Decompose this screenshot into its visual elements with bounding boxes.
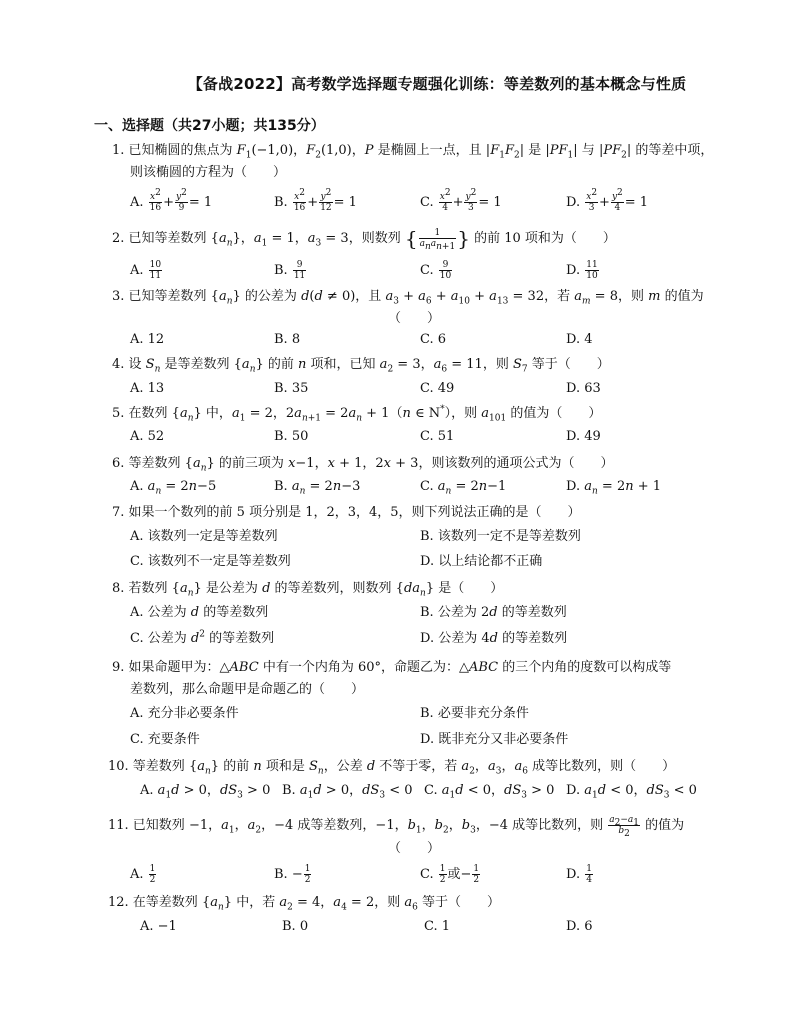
q4-option-d: D. 63 bbox=[566, 381, 601, 396]
question-8: 8. 若数列 $\{a_n\}$ 是公差为 d 的等差数列，则数列 $\{da_n\}$ 是（ ） bbox=[112, 581, 504, 599]
question-3: 3. 已知等差数列 $\{a_n\}$ 的公差为 d(d ≠ 0)，且 $a_3 + a_6 + a_{10} + a_{13} = 32$，若 $a_m = 8$，则 m 的值为 bbox=[112, 289, 704, 307]
q12-option-c: C. 1 bbox=[424, 919, 451, 934]
q6-option-d: D. $a_n = 2n + 1$ bbox=[566, 479, 662, 497]
question-1: 1. 已知椭圆的焦点为 $F_1(-1,0)$，$F_2(1,0)$，P 是椭圆上一点，且 $|F_1F_2|$ 是 $|PF_1|$ 与 $|PF_2|$ 的等差中项， bbox=[112, 143, 714, 161]
q5-option-b: B. 50 bbox=[274, 429, 309, 444]
section-heading: 一、选择题（共27小题；共135分） bbox=[94, 118, 325, 134]
q2-option-c: C. $\frac{9}{10}$ bbox=[420, 260, 452, 281]
q7-option-b: B. 该数列一定不是等差数列 bbox=[420, 529, 581, 544]
question-10: 10. 等差数列 $\{a_n\}$ 的前 n 项和是 $S_n$，公差 d 不等于零，若 $a_2$，$a_3$，$a_6$ 成等比数列，则（ ） bbox=[108, 759, 676, 777]
q6-option-b: B. $a_n = 2n-3$ bbox=[274, 479, 361, 497]
q8-option-b: B. 公差为 2d 的等差数列 bbox=[420, 605, 567, 620]
question-12: 12. 在等差数列 $\{a_n\}$ 中，若 $a_2 = 4$，$a_4 = 2$，则 $a_6$ 等于（ ） bbox=[108, 895, 501, 913]
q1-option-c: C. $\frac{x^2}{4}$ + $\frac{y^2}{3}$ = 1 bbox=[420, 188, 502, 213]
question-11-paren: （ ） bbox=[388, 841, 441, 856]
question-2: 2. 已知等差数列 $\{a_n\}$，$a_1 = 1$，$a_3 = 3$，则数列 { $\frac{1}{a_na_{n+1}}$ } 的前 10 项和为（ ） bbox=[112, 226, 616, 252]
q1-option-d: D. $\frac{x^2}{3}$ + $\frac{y^2}{4}$ = 1 bbox=[566, 188, 649, 213]
question-5: 5. 在数列 $\{a_n\}$ 中，$a_1 = 2$，$2a_{n+1} = 2a_n + 1(n$ ∈ N*），则 $a_{101}$ 的值为（ ） bbox=[112, 404, 602, 424]
q2-option-b: B. $\frac{9}{11}$ bbox=[274, 260, 306, 281]
question-3-paren: （ ） bbox=[388, 311, 441, 326]
q10-option-b: B. $a_1d > 0$，$dS_3 < 0$ bbox=[282, 783, 413, 801]
q1-option-b: B. $\frac{x^2}{16}$ + $\frac{y^2}{12}$ = 1 bbox=[274, 188, 357, 213]
q12-option-a: A. −1 bbox=[140, 919, 177, 934]
q11-option-c: C. $\frac{1}{2}$ 或− $\frac{1}{2}$ bbox=[420, 864, 480, 885]
q4-option-c: C. 49 bbox=[420, 381, 455, 396]
q7-option-a: A. 该数列一定是等差数列 bbox=[130, 529, 278, 544]
q8-option-d: D. 公差为 4d 的等差数列 bbox=[420, 631, 568, 646]
q11-option-d: D. $\frac{1}{4}$ bbox=[566, 864, 592, 885]
question-9-line2: 差数列，那么命题甲是命题乙的（ ） bbox=[130, 682, 365, 697]
q11-option-a: A. $\frac{1}{2}$ bbox=[130, 864, 156, 885]
q3-option-c: C. 6 bbox=[420, 332, 447, 347]
question-11: 11. 已知数列 −1，$a_1$，$a_2$，−4 成等差数列，−1，$b_1$，$b_2$，$b_3$，−4 成等比数列，则 $\frac{a_2-a_1}{b_2}$ 的值为 bbox=[108, 815, 685, 839]
q5-option-d: D. 49 bbox=[566, 429, 601, 444]
q3-option-d: D. 4 bbox=[566, 332, 593, 347]
question-7: 7. 如果一个数列的前 5 项分别是 1，2，3，4，5，则下列说法正确的是（ ） bbox=[112, 505, 581, 520]
q10-option-d: D. $a_1d < 0$，$dS_3 < 0$ bbox=[566, 783, 697, 801]
q8-option-a: A. 公差为 d 的等差数列 bbox=[130, 605, 269, 620]
q4-option-a: A. 13 bbox=[130, 381, 165, 396]
q9-option-a: A. 充分非必要条件 bbox=[130, 706, 239, 721]
q3-option-b: B. 8 bbox=[274, 332, 301, 347]
q5-option-a: A. 52 bbox=[130, 429, 165, 444]
q10-option-a: A. $a_1d > 0$，$dS_3 > 0$ bbox=[140, 783, 271, 801]
q9-option-d: D. 既非充分又非必要条件 bbox=[420, 732, 569, 747]
q2-option-d: D. $\frac{11}{10}$ bbox=[566, 260, 598, 281]
q12-option-d: D. 6 bbox=[566, 919, 593, 934]
q7-option-d: D. 以上结论都不正确 bbox=[420, 554, 543, 569]
q10-option-c: C. $a_1d < 0$，$dS_3 > 0$ bbox=[424, 783, 555, 801]
q1-option-a: A. $\frac{x^2}{16}$ + $\frac{y^2}{9}$ = 1 bbox=[130, 188, 213, 213]
question-6: 6. 等差数列 $\{a_n\}$ 的前三项为 x−1，x + 1，2x + 3，则该数列的通项公式为（ ） bbox=[112, 456, 614, 474]
q6-option-a: A. $a_n = 2n-5$ bbox=[130, 479, 217, 497]
q3-option-a: A. 12 bbox=[130, 332, 165, 347]
q9-option-b: B. 必要非充分条件 bbox=[420, 706, 529, 721]
q8-option-c: C. 公差为 $d^2$ 的等差数列 bbox=[130, 629, 275, 646]
q6-option-c: C. $a_n = 2n-1$ bbox=[420, 479, 507, 497]
q4-option-b: B. 35 bbox=[274, 381, 309, 396]
q9-option-c: C. 充要条件 bbox=[130, 732, 200, 747]
q12-option-b: B. 0 bbox=[282, 919, 309, 934]
q5-option-c: C. 51 bbox=[420, 429, 455, 444]
q11-option-b: B. − $\frac{1}{2}$ bbox=[274, 864, 311, 885]
q7-option-c: C. 该数列不一定是等差数列 bbox=[130, 554, 291, 569]
question-4: 4. 设 $S_n$ 是等差数列 $\{a_n\}$ 的前 n 项和，已知 $a_2 = 3$，$a_6 = 11$，则 $S_7$ 等于（ ） bbox=[112, 357, 610, 375]
q2-option-a: A. $\frac{10}{11}$ bbox=[130, 260, 162, 281]
document-title: 【备战2022】高考数学选择题专题强化训练：等差数列的基本概念与性质 bbox=[187, 75, 687, 93]
question-9: 9. 如果命题甲为：△ABC 中有一个内角为 60°，命题乙为：△ABC 的三个内角的度数可以构成等 bbox=[112, 660, 672, 675]
question-1-line2: 则该椭圆的方程为（ ） bbox=[130, 165, 287, 180]
